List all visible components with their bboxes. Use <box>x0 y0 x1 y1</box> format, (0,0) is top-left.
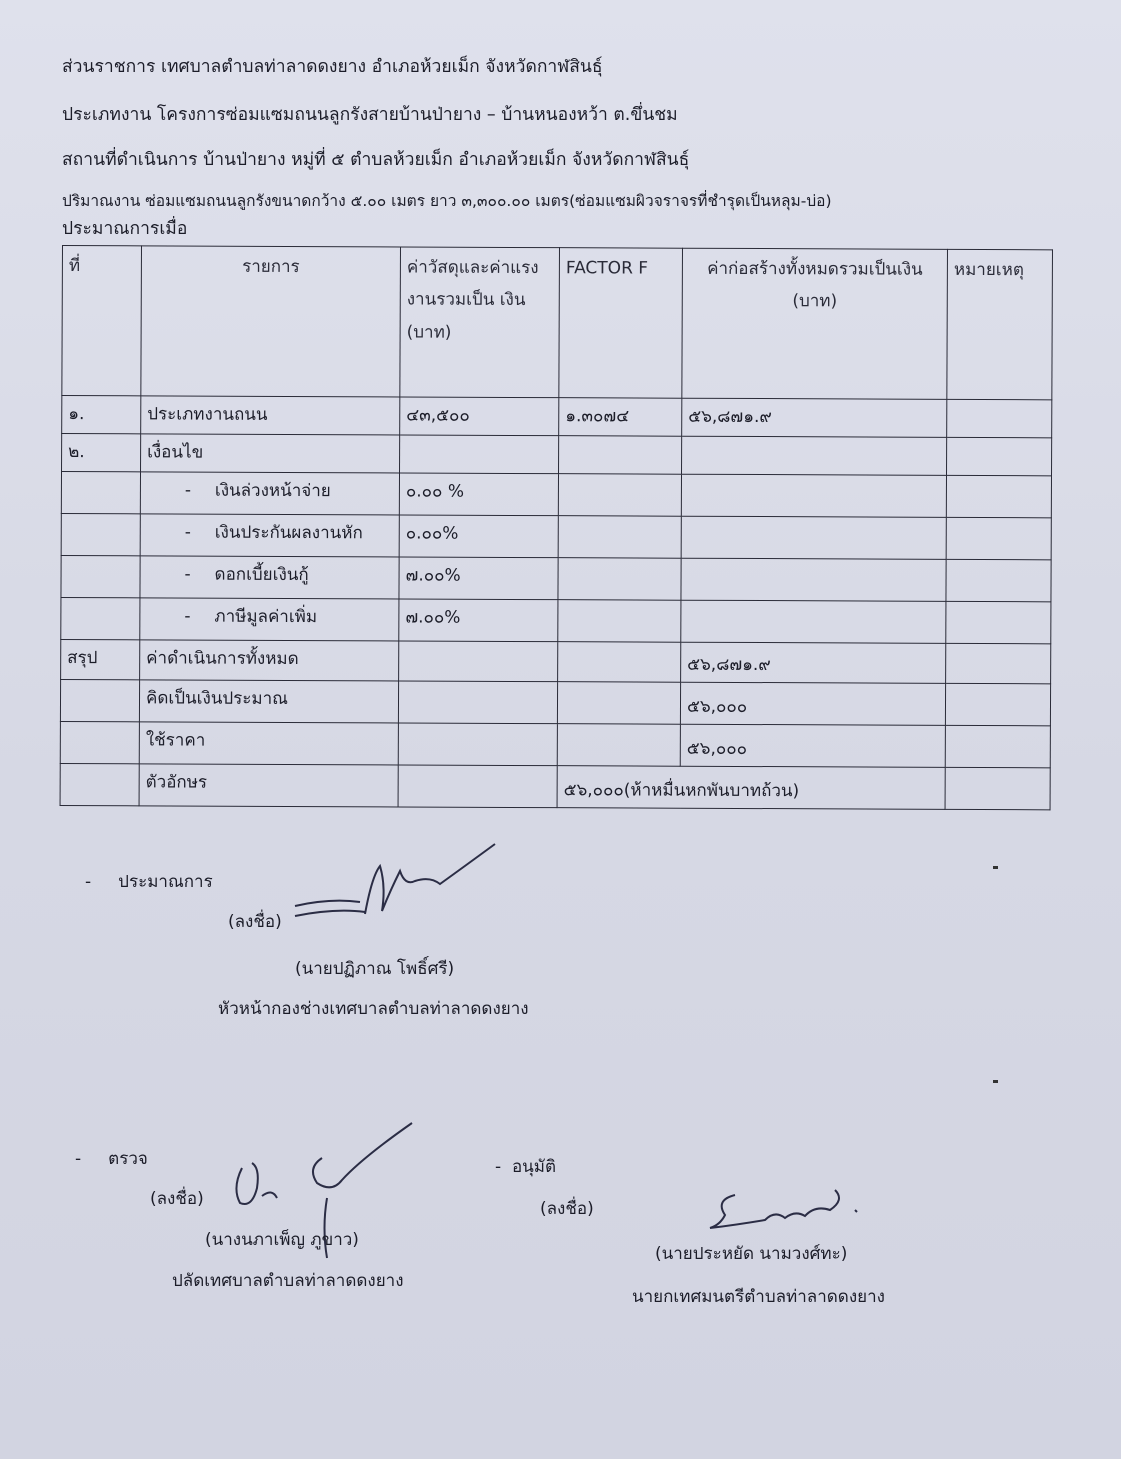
approver-name: (นายประหยัด นามวงศ์ทะ) <box>655 1244 848 1264</box>
text-amount-row <box>60 763 1050 809</box>
estimate-table <box>60 245 1053 810</box>
table-header-row <box>62 246 1053 400</box>
row-cost: ๐.๐๐% <box>399 515 558 558</box>
approver-sign-label: (ลงชื่อ) <box>540 1199 594 1219</box>
row-cost <box>400 435 559 474</box>
row-no: ๑. <box>62 396 141 434</box>
summary-row <box>60 679 1050 725</box>
estimator-position: หัวหน้ากองช่างเทศบาลตำบลท่าลาดดงยาง <box>218 999 529 1019</box>
row-cost: ๗.๐๐% <box>399 557 558 600</box>
approver-role: - อนุมัติ <box>495 1157 557 1177</box>
text-amount-label: ตัวอักษร <box>139 764 398 807</box>
row-item: - ภาษีมูลค่าเพิ่ม <box>140 598 399 641</box>
row-item: - เงินประกันผลงานหัก <box>140 514 399 557</box>
row-note <box>947 399 1052 437</box>
checker-role: - ตรวจ <box>75 1149 148 1169</box>
summary-total: ๕๖,๘๗๑.๙ <box>681 642 946 683</box>
row-total: ๕๖,๘๗๑.๙ <box>682 398 947 437</box>
header-factor: FACTOR F <box>559 248 683 399</box>
summary-item: คิดเป็นเงินประมาณ <box>139 680 398 723</box>
row-total <box>682 436 947 475</box>
summary-item: ใช้ราคา <box>139 722 398 765</box>
header-quantity: ปริมาณงาน ซ่อมแซมถนนลูกรังขนาดกว้าง ๕.๐๐ เมตร ยาว ๓,๓๐๐.๐๐ เมตร(ซ่อมแซมผิวจราจรที่ชำรุดเป็นหลุม-บ่อ) <box>62 192 832 210</box>
estimator-sign-label: (ลงชื่อ) <box>228 912 282 932</box>
checker-name: (นางนภาเพ็ญ ภูขาว) <box>205 1230 359 1250</box>
row-cost: ๐.๐๐ % <box>399 473 558 516</box>
header-agency: ส่วนราชการ เทศบาลตำบลท่าลาดดงยาง อำเภอห้วยเม็ก จังหวัดกาฬสินธุ์ <box>62 57 603 77</box>
approver-position: นายกเทศมนตรีตำบลท่าลาดดงยาง <box>632 1287 885 1307</box>
table-row <box>61 597 1051 643</box>
row-factor <box>559 436 682 475</box>
checker-sign-label: (ลงชื่อ) <box>150 1189 204 1209</box>
row-item: ประเภทงานถนน <box>141 396 400 435</box>
checker-position: ปลัดเทศบาลตำบลท่าลาดดงยาง <box>172 1271 404 1291</box>
row-note <box>947 437 1052 475</box>
table-row <box>61 513 1051 559</box>
row-item: - เงินล่วงหน้าจ่าย <box>140 472 399 515</box>
row-item: เงื่อนไข <box>141 434 400 473</box>
summary-item: ค่าดำเนินการทั้งหมด <box>140 640 399 681</box>
row-item: - ดอกเบี้ยเงินกู้ <box>140 556 399 599</box>
text-amount-value: ๕๖,๐๐๐(ห้าหมื่นหกพันบาทถ้วน) <box>557 766 945 810</box>
row-factor: ๑.๓๐๗๔ <box>559 398 682 437</box>
header-cost: ค่าวัสดุและค่าแรงงานรวมเป็น เงิน (บาท) <box>400 247 560 398</box>
row-no: ๒. <box>62 434 141 472</box>
header-item: รายการ <box>141 246 401 397</box>
header-no: ที่ <box>62 246 142 396</box>
table-row <box>61 472 1051 518</box>
estimator-role: - ประมาณการ <box>85 872 213 892</box>
table-row <box>62 396 1052 438</box>
row-cost: ๗.๐๐% <box>399 599 558 642</box>
header-location: สถานที่ดำเนินการ บ้านป่ายาง หมู่ที่ ๕ ตำบลห้วยเม็ก อำเภอห้วยเม็ก จังหวัดกาฬสินธุ์ <box>62 150 690 170</box>
summary-row <box>61 639 1051 683</box>
header-note: หมายเหตุ <box>947 249 1053 399</box>
summary-row <box>60 721 1050 767</box>
header-total: ค่าก่อสร้างทั้งหมดรวมเป็นเงิน (บาท) <box>682 248 948 399</box>
table-row <box>61 555 1051 601</box>
table-row <box>62 434 1052 476</box>
summary-label: สรุป <box>61 639 140 679</box>
approver-signature <box>705 1180 865 1240</box>
summary-total: ๕๖,๐๐๐ <box>680 724 945 767</box>
speck <box>993 1080 998 1083</box>
header-project-type: ประเภทงาน โครงการซ่อมแซมถนนลูกรังสายบ้านป่ายาง – บ้านหนองหว้า ต.ขึ่นชม <box>62 105 678 125</box>
summary-total: ๕๖,๐๐๐ <box>680 682 945 725</box>
estimator-signature <box>290 836 510 936</box>
row-cost: ๔๓,๕๐๐ <box>400 397 559 436</box>
estimator-name: (นายปฏิภาณ โพธิ์ศรี) <box>295 959 455 979</box>
speck <box>993 866 998 869</box>
header-estimate-date: ประมาณการเมื่อ <box>62 219 188 239</box>
